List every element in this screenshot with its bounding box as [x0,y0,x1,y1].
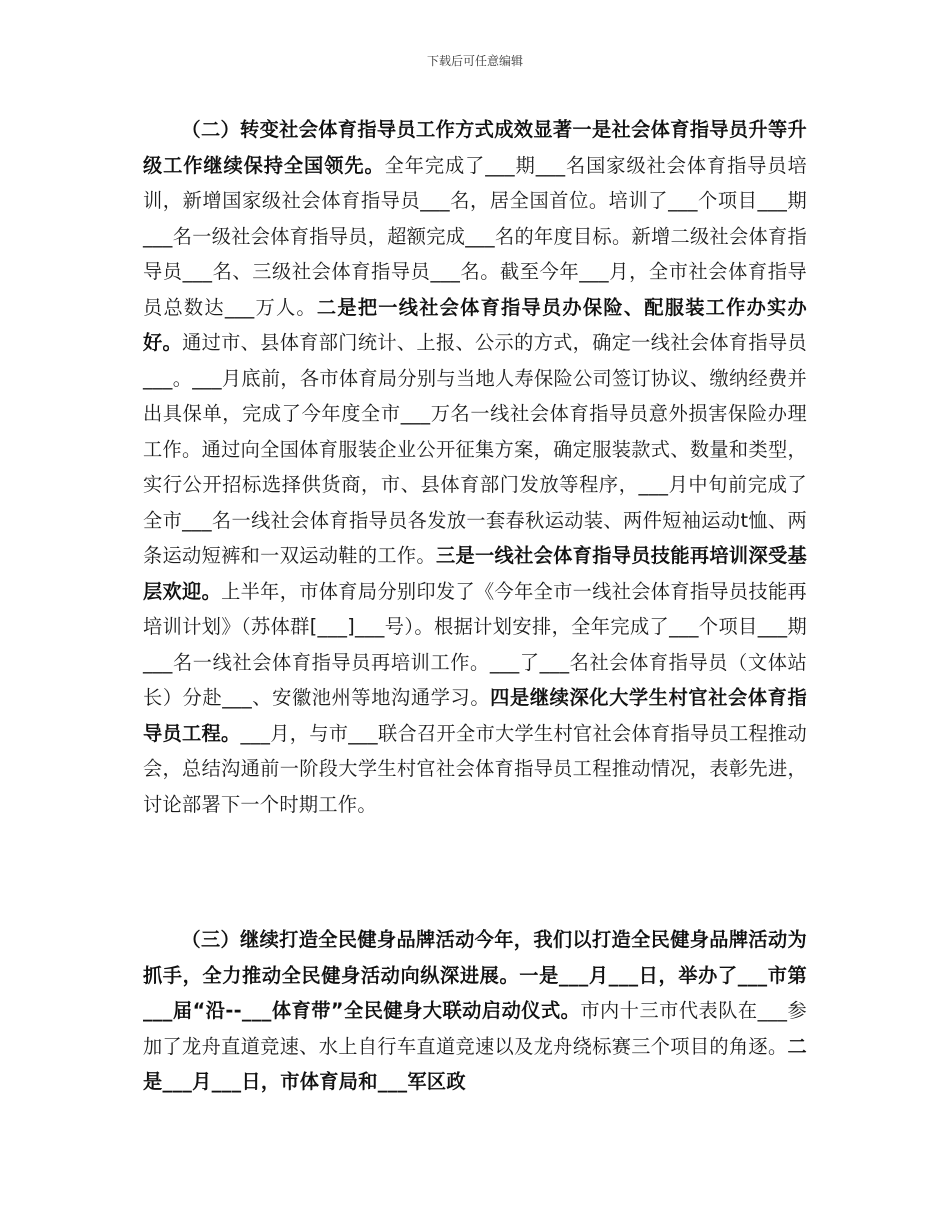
paragraph-text: 上半年，市体育局分别印发了《今年全市一线社会体育指导员技能再培训计划》（苏体群[___]___号）。根据计划安排，全年完成了___个项目___期___名一线社会体育指导员再培训工作。___了___名社会体育指导员（文体站长）分赴___、安徽池州等地沟通学习。 [143,579,807,709]
bold-lead-sentence: （三）继续打造全民健身品牌活动今年，我们以打造全民健身品牌活动为抓手，全力推动全民健身活动向纵深进展。一是___月___日，举办了___市第___届“沿--___体育带”全民健身大联动启动仪式。 [143,928,807,1022]
paragraph-text: 通过市、县体育部门统计、上报、公示的方式，确定一线社会体育指导员___。___月底前，各市体育局分别与当地人寿保险公司签订协议、缴纳经费并出具保单，完成了今年度全市___万名一线社会体育指导员意外损害保险办理工作。通过向全国体育服装企业公开征集方案，确定服装款式、数量和类型，实行公开招标选择供货商，市、县体育部门发放等程序，___月中旬前完成了全市___名一线社会体育指导员各发放一套春秋运动装、两件短袖运动t恤、两条运动短裤和一双运动鞋的工作。 [143,331,807,567]
bold-lead-sentence: 二是___月___日，市体育局和___军区政 [143,1034,807,1093]
body-paragraph [143,112,807,822]
bold-lead-sentence: （二）转变社会体育指导员工作方式成效显著一是社会体育指导员升等升级工作继续保持全国领先。 [143,118,807,177]
paragraph-text: ___月，与市___联合召开全市大学生村官社会体育指导员工程推动会，总结沟通前一阶段大学生村官社会体育指导员工程推动情况，表彰先进，讨论部署下一个时期工作。 [143,721,808,816]
body-paragraph [143,922,807,1100]
bold-lead-sentence: 四是继续深化大学生村官社会体育指导员工程。 [143,686,807,745]
bold-lead-sentence: 三是一线社会体育指导员技能再培训深受基层欢迎。 [143,544,808,603]
paragraph-text: 市内十三市代表队在___参加了龙舟直道竞速、水上自行车直道竞速以及龙舟绕标赛三个项目的角逐。 [143,999,807,1058]
paragraph-text: 全年完成了___期___名国家级社会体育指导员培训，新增国家级社会体育指导员___名，居全国首位。培训了___个项目___期___名一级社会体育指导员，超额完成___名的年度目标。新增二级社会体育指导员___名、三级社会体育指导员___名。截至今年___月，全市社会体育指导员总数达___万人。 [143,153,807,319]
page-header: 下载后可任意编辑 [426,54,523,68]
bold-lead-sentence: 二是把一线社会体育指导员办保险、配服装工作办实办好。 [143,295,807,354]
